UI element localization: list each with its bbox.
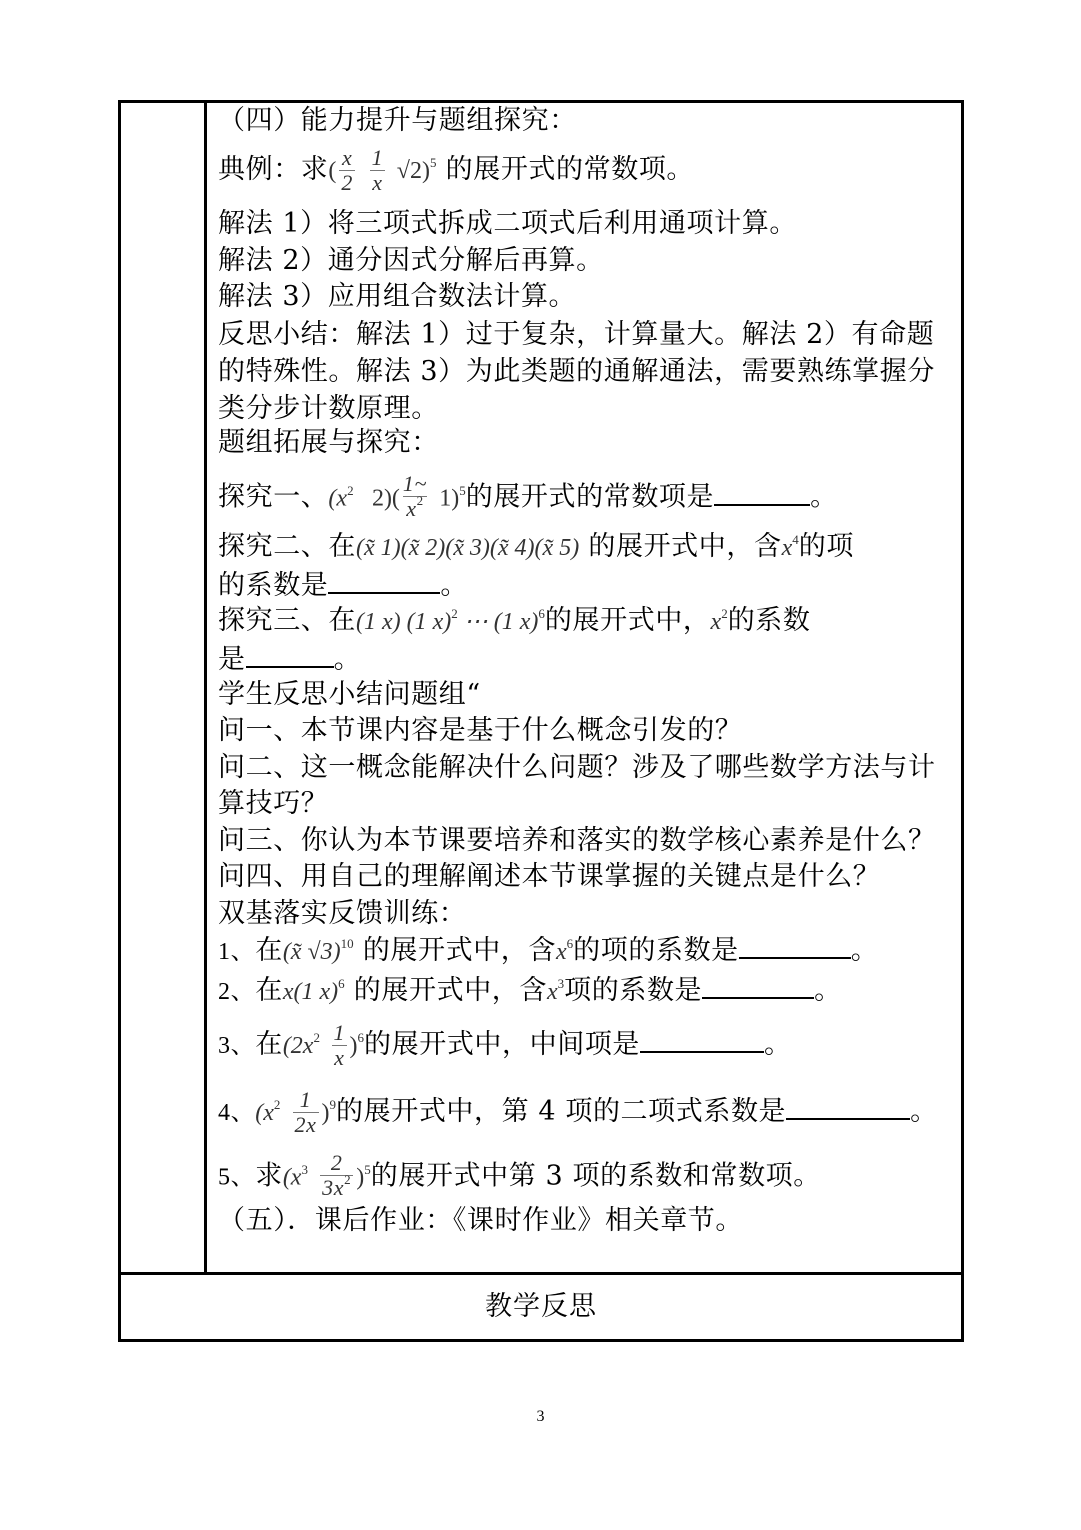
answer-blank[interactable]	[246, 642, 334, 668]
example-problem: 典例：求( $\frac{x}{2}$ $\frac{1}{x}$ √2)$^5$ 的展开式的常数项。	[218, 145, 695, 195]
fraction: $\frac{1}{2x}$	[294, 1087, 317, 1137]
explore-2: 探究二、在(x̃ 1)(x̃ 2)(x̃ 3)(x̃ 4)(x̃ 5) 的展开式中，含$x^4$的项	[218, 531, 854, 562]
drill-item-5: 5、求($x^3$ $\frac{2}{3x^2}$ )$^5$的展开式中第 3 项的系数和常数项。	[218, 1151, 821, 1203]
explore-3-cont: 是 。	[218, 644, 362, 675]
question-4: 问四、用自己的理解阐述本节课掌握的关键点是什么？	[218, 861, 881, 892]
method-3: 解法 3）应用组合数法计算。	[218, 281, 577, 312]
drill-item-4: 4、($x^2$ $\frac{1}{2x}$ )$^9$的展开式中，第 4 项的二项式系数是 。	[218, 1087, 938, 1137]
answer-blank[interactable]	[714, 480, 810, 506]
answer-blank[interactable]	[786, 1094, 910, 1120]
student-reflection-title: 学生反思小结问题组“	[218, 679, 481, 710]
question-1: 问一、本节课内容是基于什么概念引发的？	[218, 715, 743, 746]
section5-homework: （五）．课后作业：《课时作业》相关章节。	[218, 1205, 743, 1236]
page-number: 3	[536, 1408, 545, 1425]
fraction: $\frac{1\sim}{x^2}$	[403, 472, 427, 524]
question-2: 问二、这一概念能解决什么问题？涉及了哪些数学方法与计	[218, 752, 936, 783]
teaching-reflection-row: 教学反思	[485, 1291, 597, 1322]
answer-blank[interactable]	[328, 568, 440, 594]
answer-blank[interactable]	[702, 973, 814, 999]
drill-title: 双基落实反馈训练：	[218, 898, 467, 929]
explore-3: 探究三、在(1 x) (1 x)$^2$ ⋯ (1 x)$^6$的展开式中，$x^2$的系数	[218, 605, 811, 636]
expansion-title: 题组拓展与探究：	[218, 427, 439, 458]
drill-item-1: 1、在(x̃ √3)$^{10}$ 的展开式中，含$x^6$的项的系数是 。	[218, 935, 879, 966]
method-1: 解法 1）将三项式拆成二项式后利用通项计算。	[218, 208, 797, 239]
section4-heading: （四）能力提升与题组探究：	[218, 105, 577, 136]
lesson-content-cell	[218, 104, 962, 1269]
reflection-summary: 反思小结：解法 1）过于复杂，计算量大。解法 2）有命题的特殊性。解法 3）为此类题的通解通法，需要熟练掌握分类分步计数原理。	[218, 319, 935, 424]
question-3: 问三、你认为本节课要培养和落实的数学核心素养是什么？	[218, 825, 936, 856]
drill-item-2: 2、在x(1 x)$^6$ 的展开式中，含$x^3$项的系数是 。	[218, 975, 842, 1006]
fraction: $\frac{1}{x}$	[333, 1020, 346, 1070]
drill-item-3: 3、在($2x^2$ $\frac{1}{x}$ )$^6$的展开式中，中间项是 。	[218, 1020, 792, 1070]
explore-1: 探究一、($x^2$ 2)( $\frac{1\sim}{x^2}$ 1)$^5$的展开式的常数项是 。	[218, 472, 838, 524]
fraction: $\frac{2}{3x^2}$	[320, 1151, 353, 1203]
fraction: $\frac{1}{x}$	[371, 145, 384, 195]
answer-blank[interactable]	[640, 1027, 764, 1053]
method-2: 解法 2）通分因式分解后再算。	[218, 245, 604, 276]
question-2-cont: 算技巧？	[218, 788, 329, 819]
table-column-divider	[204, 100, 207, 1274]
answer-blank[interactable]	[739, 933, 851, 959]
explore-2-cont: 的系数是 。	[218, 570, 469, 601]
fraction: $\frac{x}{2}$	[341, 145, 354, 195]
